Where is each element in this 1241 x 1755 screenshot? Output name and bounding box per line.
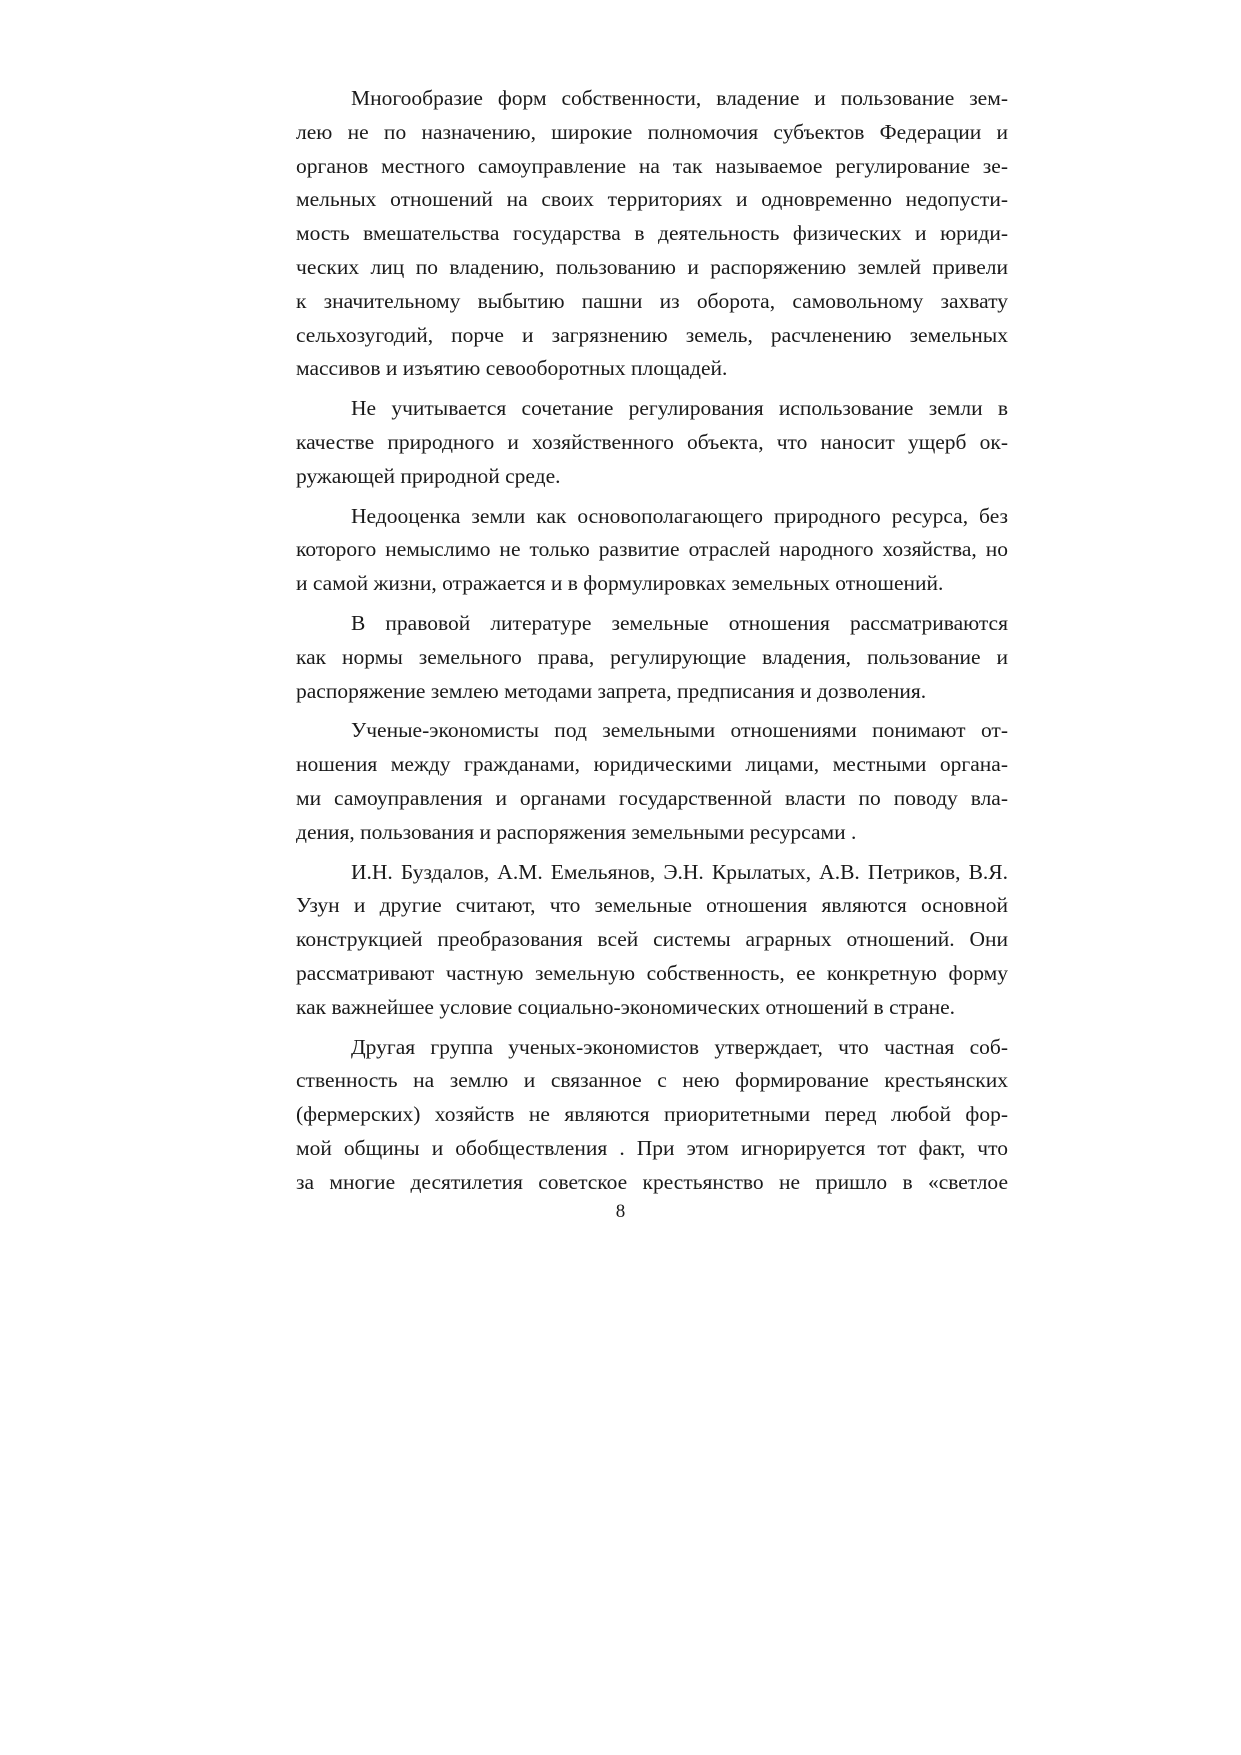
text-line: Ученые-экономисты под земельными отношениями понимают от- (351, 718, 1008, 743)
paragraph (296, 856, 1008, 1025)
text-line: лею не по назначению, широкие полномочия субъектов Федерации и (296, 119, 1008, 144)
paragraph (296, 500, 1008, 601)
text-line: к значительному выбытию пашни из оборота, самовольному захвату (296, 288, 1008, 313)
text-line: ческих лиц по владению, пользованию и распоряжению землей привели (296, 254, 1008, 279)
body-text (296, 82, 1008, 1200)
paragraph (296, 392, 1008, 493)
text-line: Недооценка земли как основополагающего природного ресурса, без (351, 503, 1008, 528)
text-line: качестве природного и хозяйственного объекта, что наносит ущерб ок- (296, 429, 1008, 454)
text-line: рассматривают частную земельную собственность, ее конкретную форму (296, 960, 1008, 985)
text-line: как важнейшее условие социально-экономических отношений в стране. (296, 994, 956, 1019)
text-line: органов местного самоуправление на так называемое регулирование зе- (296, 153, 1008, 178)
text-line: (фермерских) хозяйств не являются приоритетными перед любой фор- (296, 1102, 1008, 1127)
paragraph (296, 82, 1008, 386)
paragraph (296, 607, 1008, 708)
paragraph (296, 714, 1008, 849)
text-line: ми самоуправления и органами государственной власти по поводу вла- (296, 785, 1008, 810)
text-line: массивов и изъятию севооборотных площадей. (296, 356, 728, 381)
text-line: Многообразие форм собственности, владение и пользование зем- (351, 86, 1008, 110)
text-line: И.Н. Буздалов, А.М. Емельянов, Э.Н. Крылатых, А.В. Петриков, В.Я. (351, 859, 1008, 884)
text-line: Другая группа ученых-экономистов утверждает, что частная соб- (351, 1034, 1008, 1059)
text-line: как нормы земельного права, регулирующие владения, пользование и (296, 644, 1008, 669)
text-line: В правовой литературе земельные отношения рассматриваются (351, 610, 1008, 635)
text-line: которого немыслимо не только развитие отраслей народного хозяйства, но (296, 537, 1008, 562)
text-line: распоряжение землею методами запрета, предписания и дозволения. (296, 678, 927, 703)
text-line: ственность на землю и связанное с нею формирование крестьянских (296, 1068, 1008, 1093)
text-line: мельных отношений на своих территориях и одновременно недопусти- (296, 187, 1008, 212)
text-line: мой общины и обобществления . При этом игнорируется тот факт, что (296, 1135, 1008, 1160)
paragraph (296, 1031, 1008, 1200)
text-line: сельхозугодий, порче и загрязнению земель, расчленению земельных (296, 322, 1008, 347)
text-line: конструкцией преобразования всей системы аграрных отношений. Они (296, 927, 1008, 952)
page-number: 8 (615, 1201, 626, 1222)
text-line: дения, пользования и распоряжения земельными ресурсами . (296, 819, 857, 844)
text-line: ружающей природной среде. (296, 463, 561, 488)
text-line: Узун и другие считают, что земельные отношения являются основной (296, 893, 1008, 918)
text-line: Не учитывается сочетание регулирования использование земли в (351, 396, 1008, 421)
text-line: и самой жизни, отражается и в формулировках земельных отношений. (296, 571, 944, 596)
text-line: ношения между гражданами, юридическими лицами, местными органа- (296, 752, 1008, 777)
text-line: мость вмешательства государства в деятельность физических и юриди- (296, 221, 1008, 246)
text-line: за многие десятилетия советское крестьянство не пришло в «светлое (296, 1169, 1008, 1194)
